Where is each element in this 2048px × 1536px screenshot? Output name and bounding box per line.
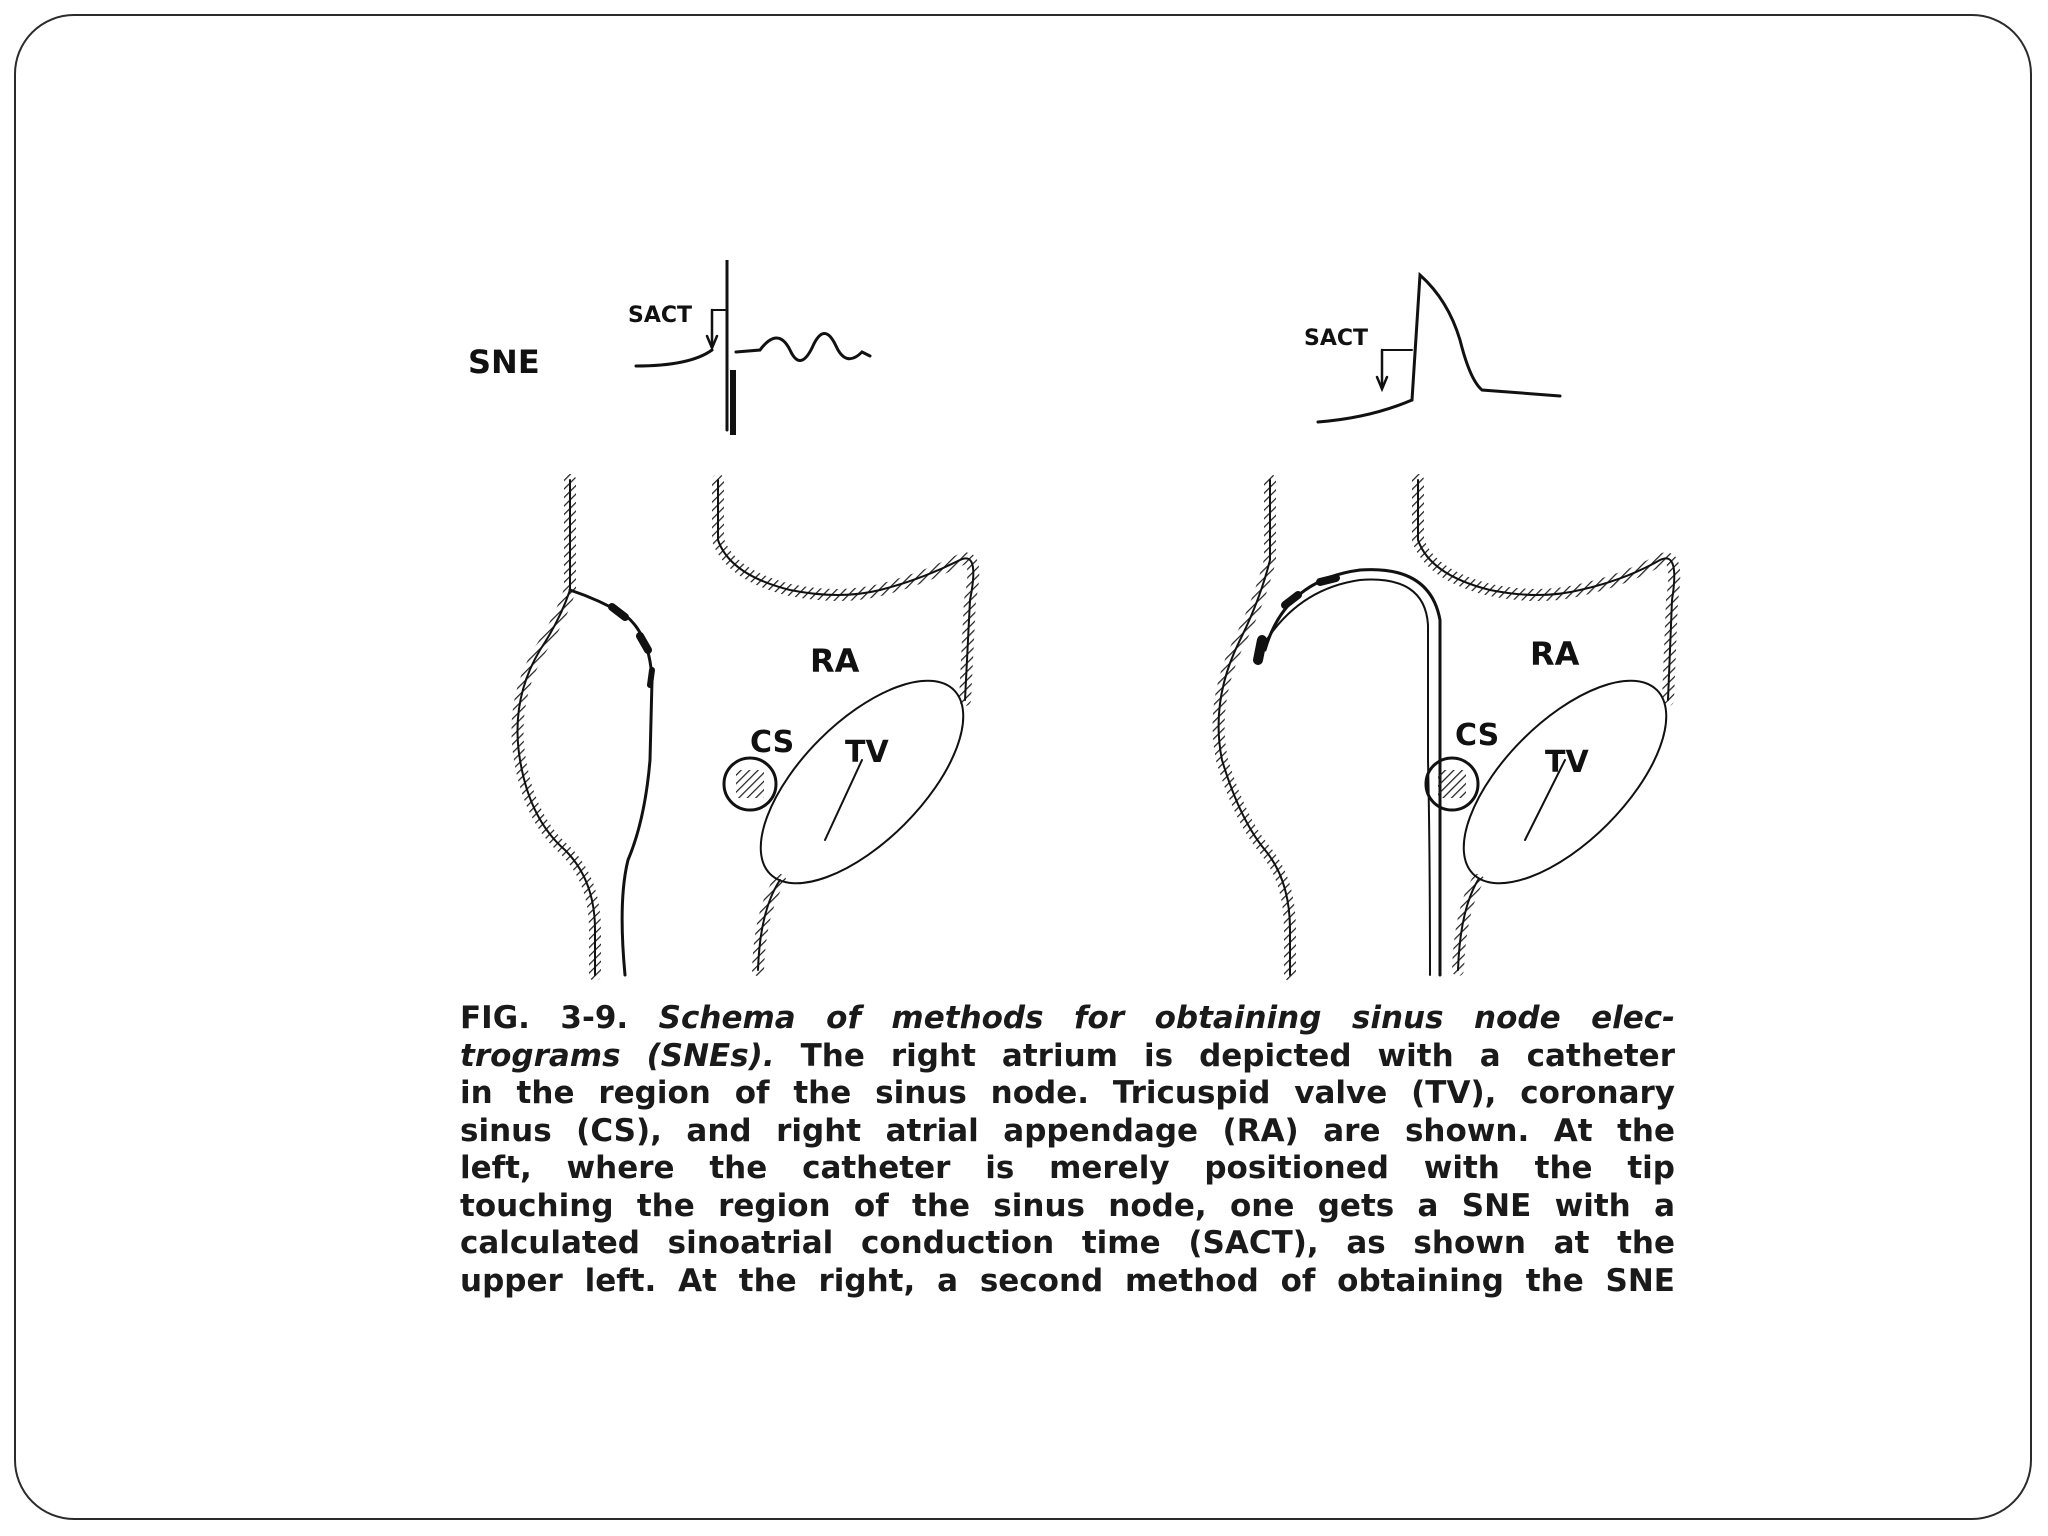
sne-label: SNE — [468, 343, 540, 381]
figure-caption — [460, 1000, 1675, 1300]
caption-title-part2: trograms (SNEs). — [460, 1037, 775, 1074]
caption-line-7: calculated sinoatrial conduction time (SACT), as shown at the — [460, 1225, 1675, 1261]
right-panel — [1219, 275, 1700, 975]
caption-line-2 — [460, 1038, 1675, 1076]
caption-fig-number: FIG. 3-9. — [460, 1000, 629, 1036]
tv-label-right: TV — [1545, 745, 1589, 780]
ra-label-left: RA — [810, 642, 860, 680]
ra-label-right: RA — [1530, 635, 1580, 673]
figure-diagram — [440, 260, 1700, 990]
caption-line-4: sinus (CS), and right atrial appendage (RA) are shown. At the — [460, 1112, 1675, 1149]
cs-label-left: CS — [750, 725, 795, 760]
sact-label-right: SACT — [1304, 326, 1369, 351]
caption-line-3: in the region of the sinus node. Tricuspid valve (TV), coronary — [460, 1075, 1675, 1111]
figure-svg — [440, 260, 1700, 990]
caption-line-5: left, where the catheter is merely positioned with the tip — [460, 1150, 1675, 1186]
sact-label-left: SACT — [628, 303, 693, 328]
caption-line-8: upper left. At the right, a second method of obtaining the SNE — [460, 1262, 1675, 1299]
caption-title-part1: Schema of methods for obtaining sinus node elec- — [658, 1000, 1675, 1036]
caption-line-1 — [460, 1000, 1675, 1038]
caption-line2-rest: The right atrium is depicted with a catheter — [800, 1037, 1675, 1074]
cs-label-right: CS — [1455, 718, 1500, 753]
left-sne-tracing — [636, 260, 870, 435]
caption-line-6: touching the region of the sinus node, one gets a SNE with a — [460, 1187, 1675, 1224]
left-panel — [518, 260, 997, 975]
tv-label-left: TV — [845, 735, 889, 770]
